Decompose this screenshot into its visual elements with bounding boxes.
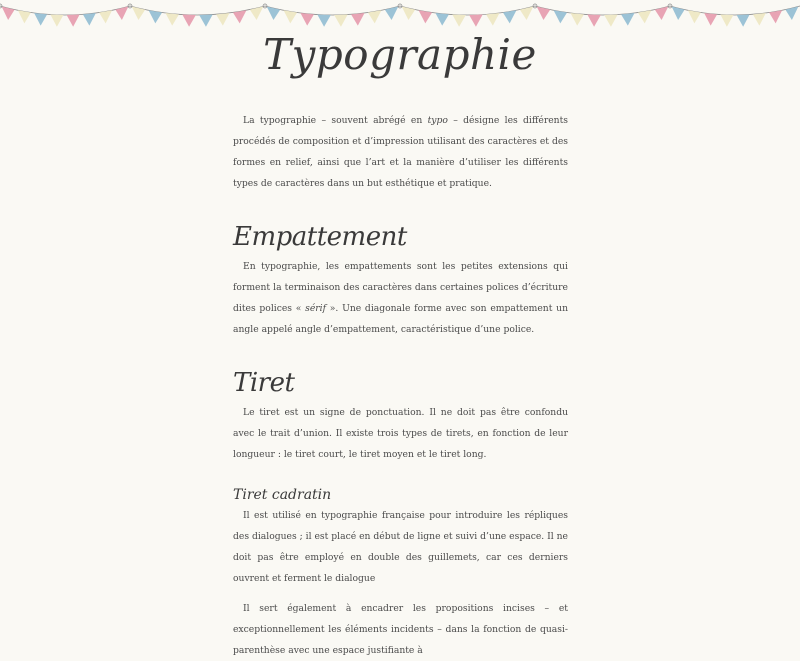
bunting-flag (300, 13, 314, 26)
bunting-flag (199, 15, 213, 27)
bunting-flag (99, 10, 112, 23)
bunting-string (130, 6, 265, 15)
bunting-flag (520, 6, 534, 20)
tiret-cadratin-paragraph-2: Il sert également à encadrer les propositions incises – et exceptionnellement les éléments incidents – dans la fonction de quasi-parenthèse avec une espace justifiante à (233, 603, 568, 656)
bunting-string (670, 6, 800, 15)
bunting-flag (2, 6, 15, 20)
intro-text-after: – désigne les différents procédés de composition et d’impression utilisant des caractères et des formes en relief, ainsi que l’art et la manière d’utiliser les différents types de caractères dans un but esthétique et pratique. (233, 115, 568, 189)
bunting-flag (638, 10, 652, 23)
bunting-flag (149, 10, 163, 23)
tiret-cadratin-paragraph-1: Il est utilisé en typographie française pour introduire les répliques des dialogues ; il est placé en début de ligne et suivi d’une espace. Il ne doit pas être employé en double des guillemets, car ces derniers ouvrent et ferment le dialogue (233, 510, 568, 584)
bunting-flag (655, 6, 669, 20)
bunting-flag (250, 6, 264, 20)
bunting-flag (385, 6, 399, 20)
bunting-string (400, 6, 535, 15)
bunting-flag (115, 6, 128, 20)
intro-paragraph (233, 110, 568, 194)
bunting-flag (621, 13, 635, 26)
bunting-flag (67, 15, 80, 27)
bunting-flag (753, 13, 766, 26)
bunting-flag (672, 6, 685, 20)
bunting-flag (537, 6, 551, 20)
bunting-flag (587, 15, 601, 27)
empattement-text-before: En typographie, les empattements sont les petites extensions qui forment la terminaison des caractères dans certaines polices d’écriture dites polices « (233, 261, 568, 314)
article-body (233, 110, 568, 661)
intro-emphasis: typo (427, 115, 448, 126)
tiret-paragraph: Le tiret est un signe de ponctuation. Il ne doit pas être confondu avec le trait d’union. Il existe trois types de tirets, en fonction de leur longueur : le tiret court, le tiret moyen et le tiret long. (233, 407, 568, 460)
bunting-flag (267, 6, 281, 20)
bunting-flag (34, 13, 47, 26)
bunting-flag (688, 10, 701, 23)
bunting-string (0, 6, 130, 15)
bunting-flag (604, 15, 618, 27)
bunting-flag (50, 15, 63, 27)
bunting-flag (334, 15, 348, 27)
bunting-flag (435, 13, 449, 26)
bunting-flag (486, 13, 500, 26)
empattement-emphasis: sérif (305, 303, 327, 314)
bunting-flag (216, 13, 230, 26)
bunting-flag (554, 10, 568, 23)
heading-empattement: Empattement (233, 222, 407, 252)
heading-tiret: Tiret (233, 368, 295, 398)
bunting-flag (570, 13, 584, 26)
empattement-text-after: ». Une diagonale forme avec son empattement un angle appelé angle d’empattement, caractéristique d’une police. (233, 303, 568, 335)
bunting-flag (132, 6, 146, 20)
bunting-garland (0, 0, 800, 34)
bunting-flag (233, 10, 247, 23)
bunting-string (265, 6, 400, 15)
empattement-paragraph (233, 256, 568, 340)
page-title: Typographie (263, 30, 537, 79)
bunting-flag (18, 10, 31, 23)
bunting-flag (785, 6, 798, 20)
bunting-flag (284, 10, 298, 23)
bunting-flag (720, 15, 733, 27)
bunting-flag (737, 15, 750, 27)
bunting-flag (402, 6, 416, 20)
bunting-flag (368, 10, 382, 23)
bunting-flag (452, 15, 466, 27)
bunting-flag (165, 13, 179, 26)
bunting-flag (704, 13, 717, 26)
bunting-flag (317, 15, 331, 27)
bunting-flag (503, 10, 517, 23)
bunting-flag (182, 15, 196, 27)
bunting-string (535, 6, 670, 15)
intro-text-before: La typographie – souvent abrégé en (243, 115, 428, 126)
heading-tiret-cadratin: Tiret cadratin (233, 487, 332, 503)
bunting-flag (351, 13, 365, 26)
bunting-flag (469, 15, 483, 27)
bunting-flag (419, 10, 433, 23)
bunting-flag (769, 10, 782, 23)
bunting-flag (83, 13, 96, 26)
